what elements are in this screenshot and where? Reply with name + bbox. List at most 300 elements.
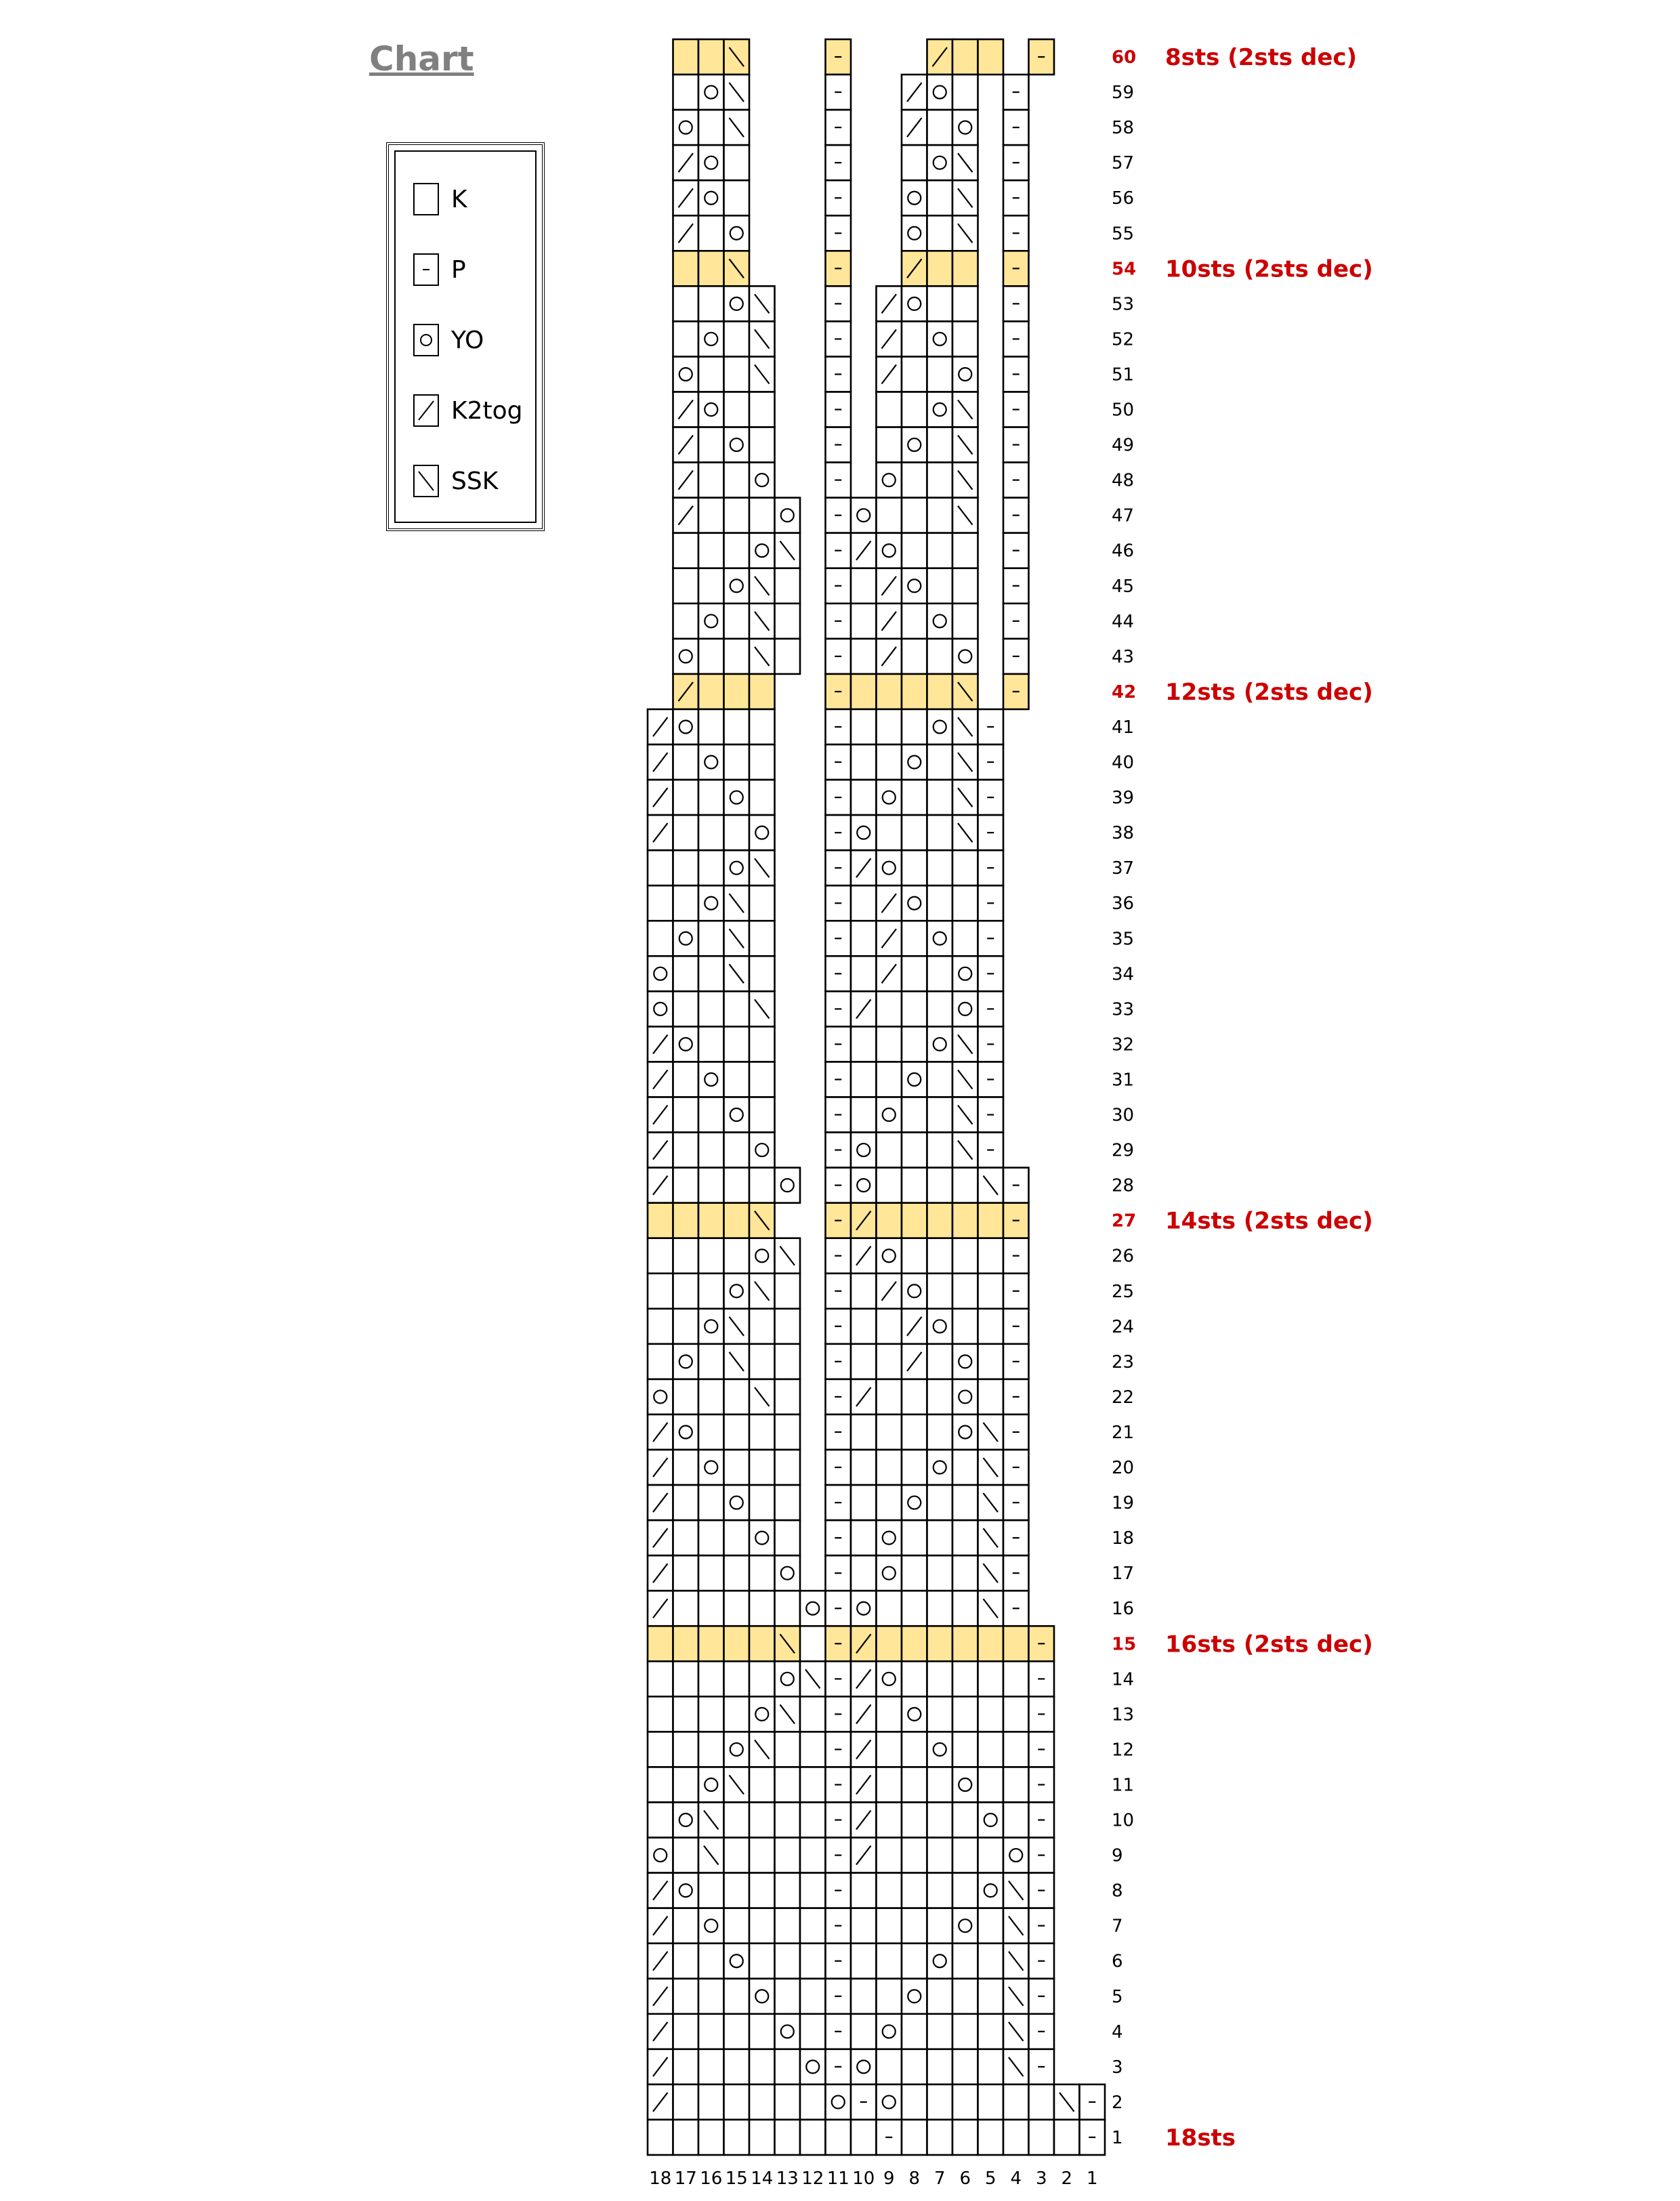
chart-cell [749,956,775,991]
chart-cell [673,1979,699,2014]
chart-cell [952,110,978,145]
chart-cell [698,1309,724,1344]
chart-cell [877,427,902,463]
chart-cell [927,1133,953,1168]
chart-cell [775,1309,801,1344]
chart-cell [648,956,673,991]
chart-cell [851,1520,877,1555]
chart-cell [851,780,877,815]
chart-cell [877,2014,902,2049]
chart-cell [927,498,953,533]
chart-cell [952,850,978,885]
chart-cell [877,1908,902,1944]
chart-cell [927,885,953,921]
chart-cell [952,533,978,568]
chart-cell [698,850,724,885]
chart-cell [927,1379,953,1414]
chart-cell [749,1591,775,1626]
chart-cell [800,2049,826,2084]
chart-cell [851,674,877,709]
row-number: 29 [1112,1140,1135,1161]
chart-cell [851,1591,877,1626]
chart-cell [877,1944,902,1979]
chart-cell [673,921,699,956]
chart-cell [673,991,699,1026]
column-number: 1 [1086,2168,1098,2189]
chart-cell [724,1803,750,1838]
chart-cell [877,1133,902,1168]
chart-cell [724,1626,750,1661]
row-number: 15 [1112,1634,1137,1655]
chart-cell [698,180,724,215]
chart-cell [724,639,750,674]
chart-cell [775,1873,801,1908]
chart-cell [673,1414,699,1450]
chart-cell [724,674,750,709]
chart-cell [775,498,801,533]
chart-cell [851,639,877,674]
chart-cell [927,1979,953,2014]
chart-cell [673,1097,699,1133]
chart-cell [902,1626,927,1661]
chart-cell [698,1591,724,1626]
chart-cell [749,745,775,780]
chart-cell [749,1062,775,1097]
row-number: 51 [1112,364,1135,385]
chart-cell [902,356,927,392]
row-number: 1 [1112,2127,1123,2148]
chart-cell [749,1450,775,1485]
chart-cell [775,1344,801,1379]
chart-cell [902,1062,927,1097]
chart-cell [952,1450,978,1485]
chart-cell [927,674,953,709]
chart-cell [927,215,953,251]
chart-cell [673,956,699,991]
chart-cell [877,674,902,709]
chart-cell [877,1168,902,1203]
chart-cell [698,392,724,427]
chart-cell [952,1979,978,2014]
chart-cell [698,1450,724,1485]
chart-cell [648,1696,673,1732]
chart-cell [800,1803,826,1838]
chart-cell [902,1838,927,1873]
chart-cell [749,1908,775,1944]
chart-cell [698,885,724,921]
chart-cell [877,1026,902,1062]
chart-cell [902,392,927,427]
chart-cell [775,1908,801,1944]
chart-cell [749,1414,775,1450]
chart-cell [877,1838,902,1873]
chart-cell [927,745,953,780]
chart-cell [698,1661,724,1696]
row-number: 19 [1112,1493,1135,1514]
chart-cell [978,1626,1004,1661]
chart-cell [952,75,978,110]
chart-cell [902,780,927,815]
chart-cell [902,2084,927,2120]
chart-cell [902,850,927,885]
chart-cell [673,286,699,321]
chart-cell [698,1203,724,1238]
chart-cell [851,1450,877,1485]
column-number: 6 [959,2168,971,2189]
row-number: 42 [1112,682,1137,703]
chart-cell [927,2049,953,2084]
chart-cell [648,1203,673,1238]
chart-cell [749,709,775,745]
chart-cell [698,463,724,498]
chart-cell [673,1908,699,1944]
chart-cell [724,215,750,251]
chart-cell [851,604,877,639]
chart-cell [724,356,750,392]
chart-cell [902,2120,927,2155]
chart-cell [877,1203,902,1238]
chart-cell [952,2049,978,2084]
chart-cell [952,2120,978,2155]
chart-cell [978,1767,1004,1802]
chart-cell [673,1062,699,1097]
chart-cell [749,1133,775,1168]
chart-cell [902,639,927,674]
chart-cell [902,1026,927,1062]
chart-cell [724,533,750,568]
row-number: 31 [1112,1070,1135,1091]
row-number: 48 [1112,470,1135,491]
chart-cell [673,885,699,921]
chart-cell [749,1944,775,1979]
chart-cell [877,498,902,533]
chart-cell [902,321,927,356]
chart-cell [952,956,978,991]
row-number: 30 [1112,1105,1135,1126]
chart-cell [698,604,724,639]
chart-cell [978,1344,1004,1379]
chart-cell [952,1661,978,1696]
row-number: 47 [1112,505,1135,526]
chart-cell [902,215,927,251]
chart-cell [902,1379,927,1414]
chart-cell [775,2120,801,2155]
chart-cell [978,1732,1004,1767]
chart-cell [927,1026,953,1062]
chart-cell [927,392,953,427]
chart-cell [749,1344,775,1379]
chart-cell [927,1838,953,1873]
chart-cell [927,921,953,956]
chart-cell [902,1873,927,1908]
row-number: 32 [1112,1034,1135,1055]
chart-cell [902,1908,927,1944]
chart-cell [775,1661,801,1696]
chart-cell [952,251,978,286]
chart-cell [724,1097,750,1133]
chart-cell [851,709,877,745]
chart-cell [749,533,775,568]
chart-cell [698,709,724,745]
chart-cell [698,956,724,991]
chart-cell [698,1133,724,1168]
chart-cell [724,1661,750,1696]
chart-cell [724,709,750,745]
chart-cell [927,2120,953,2155]
chart-cell [698,780,724,815]
chart-cell [698,251,724,286]
chart-cell [927,2014,953,2049]
row-number: 2 [1112,2092,1123,2113]
chart-cell [648,1661,673,1696]
chart-cell [851,1555,877,1591]
chart-cell [800,1732,826,1767]
chart-cell [648,2120,673,2155]
chart-cell [851,1062,877,1097]
chart-cell [698,286,724,321]
column-number: 8 [908,2168,921,2189]
chart-cell [698,1626,724,1661]
chart-cell [698,1026,724,1062]
chart-cell [698,2084,724,2120]
chart-cell [673,1238,699,1274]
chart-cell [902,1450,927,1485]
row-number: 58 [1112,118,1135,139]
chart-cell [952,639,978,674]
chart-cell [698,991,724,1026]
chart-cell [952,1168,978,1203]
column-number: 9 [883,2168,895,2189]
chart-cell [877,850,902,885]
chart-cell [648,1238,673,1274]
row-number: 25 [1112,1281,1135,1302]
chart-cell [978,1979,1004,2014]
chart-cell [673,568,699,604]
chart-cell [775,1803,801,1838]
row-annotation: 10sts (2sts dec) [1165,255,1373,283]
row-annotation: 14sts (2sts dec) [1165,1207,1373,1235]
chart-cell [749,1485,775,1520]
chart-cell [902,604,927,639]
row-number: 49 [1112,435,1135,456]
chart-cell [698,1555,724,1591]
row-number: 59 [1112,83,1135,104]
chart-cell [698,1908,724,1944]
chart-cell [927,568,953,604]
chart-cell [673,1450,699,1485]
row-number: 21 [1112,1422,1135,1443]
chart-cell [1029,2084,1055,2120]
chart-cell [698,2014,724,2049]
chart-cell [749,780,775,815]
chart-cell [673,1732,699,1767]
row-number: 36 [1112,894,1135,915]
chart-cell [698,1485,724,1520]
chart-cell [749,1026,775,1062]
row-number: 17 [1112,1564,1135,1585]
chart-cell [724,1873,750,1908]
chart-cell [952,1344,978,1379]
chart-cell [978,2014,1004,2049]
chart-cell [927,1908,953,1944]
chart-cell [902,2014,927,2049]
chart-cell [673,850,699,885]
chart-cell [978,1944,1004,1979]
chart-cell [902,286,927,321]
chart-cell [927,1062,953,1097]
chart-cell [800,2084,826,2120]
chart-cell [724,2120,750,2155]
chart-cell [978,1803,1004,1838]
chart-cell [698,1238,724,1274]
column-number: 12 [801,2168,824,2189]
chart-cell [673,1344,699,1379]
chart-cell [952,2084,978,2120]
row-number: 16 [1112,1599,1135,1620]
chart-cell [851,1414,877,1450]
chart-cell [902,1803,927,1838]
chart-cell [775,1414,801,1450]
chart-cell [927,850,953,885]
chart-cell [673,2120,699,2155]
chart-cell [1003,1767,1029,1802]
row-number: 9 [1112,1845,1123,1866]
chart-cell [775,2084,801,2120]
chart-cell [724,1450,750,1485]
chart-cell [698,1767,724,1802]
chart-cell [851,1168,877,1203]
chart-cell [724,1732,750,1767]
chart-cell [851,1133,877,1168]
column-number: 17 [674,2168,697,2189]
chart-cell [673,1379,699,1414]
chart-cell [902,921,927,956]
chart-cell [952,356,978,392]
chart-cell [775,1555,801,1591]
chart-cell [952,1555,978,1591]
chart-cell [749,1626,775,1661]
chart-cell [826,2084,852,2120]
chart-cell [902,1555,927,1591]
chart-cell [724,850,750,885]
chart-cell [800,1838,826,1873]
chart-cell [698,1979,724,2014]
chart-cell [673,1203,699,1238]
chart-cell [673,1133,699,1168]
chart-cell [902,498,927,533]
chart-cell [698,356,724,392]
chart-cell [775,1591,801,1626]
chart-cell [877,1591,902,1626]
chart-cell [698,815,724,850]
chart-cell [927,1696,953,1732]
chart-cell [1003,2120,1029,2155]
chart-cell [902,1520,927,1555]
chart-cell [698,1344,724,1379]
column-number: 10 [852,2168,875,2189]
chart-cell [927,75,953,110]
chart-cell [698,1274,724,1309]
chart-cell [775,2014,801,2049]
chart-cell [749,921,775,956]
chart-cell [1003,1838,1029,1873]
chart-cell [698,321,724,356]
chart-cell [877,1485,902,1520]
chart-cell [927,1626,953,1661]
chart-cell [749,1696,775,1732]
chart-cell [952,1767,978,1802]
chart-cell [851,1026,877,1062]
chart-cell [877,1520,902,1555]
chart-cell [927,1803,953,1838]
chart-cell [673,75,699,110]
chart-cell [800,1979,826,2014]
chart-cell [902,885,927,921]
chart-cell [724,1379,750,1414]
row-number: 8 [1112,1881,1123,1902]
chart-cell [952,39,978,75]
chart-cell [673,1803,699,1838]
row-number: 56 [1112,188,1135,209]
chart-cell [877,1696,902,1732]
row-number: 57 [1112,153,1135,174]
row-number: 44 [1112,611,1135,632]
chart-cell [698,75,724,110]
row-number: 41 [1112,717,1135,738]
column-number: 14 [751,2168,774,2189]
chart-cell [749,2014,775,2049]
chart-cell [724,1944,750,1979]
row-annotation: 12sts (2sts dec) [1165,678,1373,706]
chart-cell [952,321,978,356]
chart-cell [673,1520,699,1555]
chart-cell [1054,2120,1080,2155]
chart-cell [851,1908,877,1944]
chart-cell [927,251,953,286]
chart-cell [851,1344,877,1379]
chart-cell [724,1238,750,1274]
chart-cell [724,498,750,533]
chart-cell [927,1097,953,1133]
chart-cell [749,674,775,709]
chart-cell [978,1379,1004,1414]
chart-cell [724,568,750,604]
row-number: 20 [1112,1458,1135,1479]
chart-cell [978,1661,1004,1696]
row-number: 22 [1112,1387,1135,1408]
chart-cell [749,1873,775,1908]
column-number: 7 [933,2168,946,2189]
chart-cell [673,356,699,392]
row-number: 55 [1112,224,1135,245]
chart-cell [927,639,953,674]
chart-cell [648,850,673,885]
chart-cell [698,1414,724,1450]
row-number: 45 [1112,576,1135,597]
chart-cell [673,321,699,356]
chart-cell [978,1274,1004,1309]
chart-cell [877,709,902,745]
chart-cell [877,815,902,850]
chart-cell [851,2014,877,2049]
chart-cell [749,2049,775,2084]
chart-cell [775,639,801,674]
row-annotation: 8sts (2sts dec) [1165,44,1358,72]
row-number: 38 [1112,823,1135,844]
chart-cell [724,1274,750,1309]
chart-cell [877,1309,902,1344]
chart-cell [952,1309,978,1344]
